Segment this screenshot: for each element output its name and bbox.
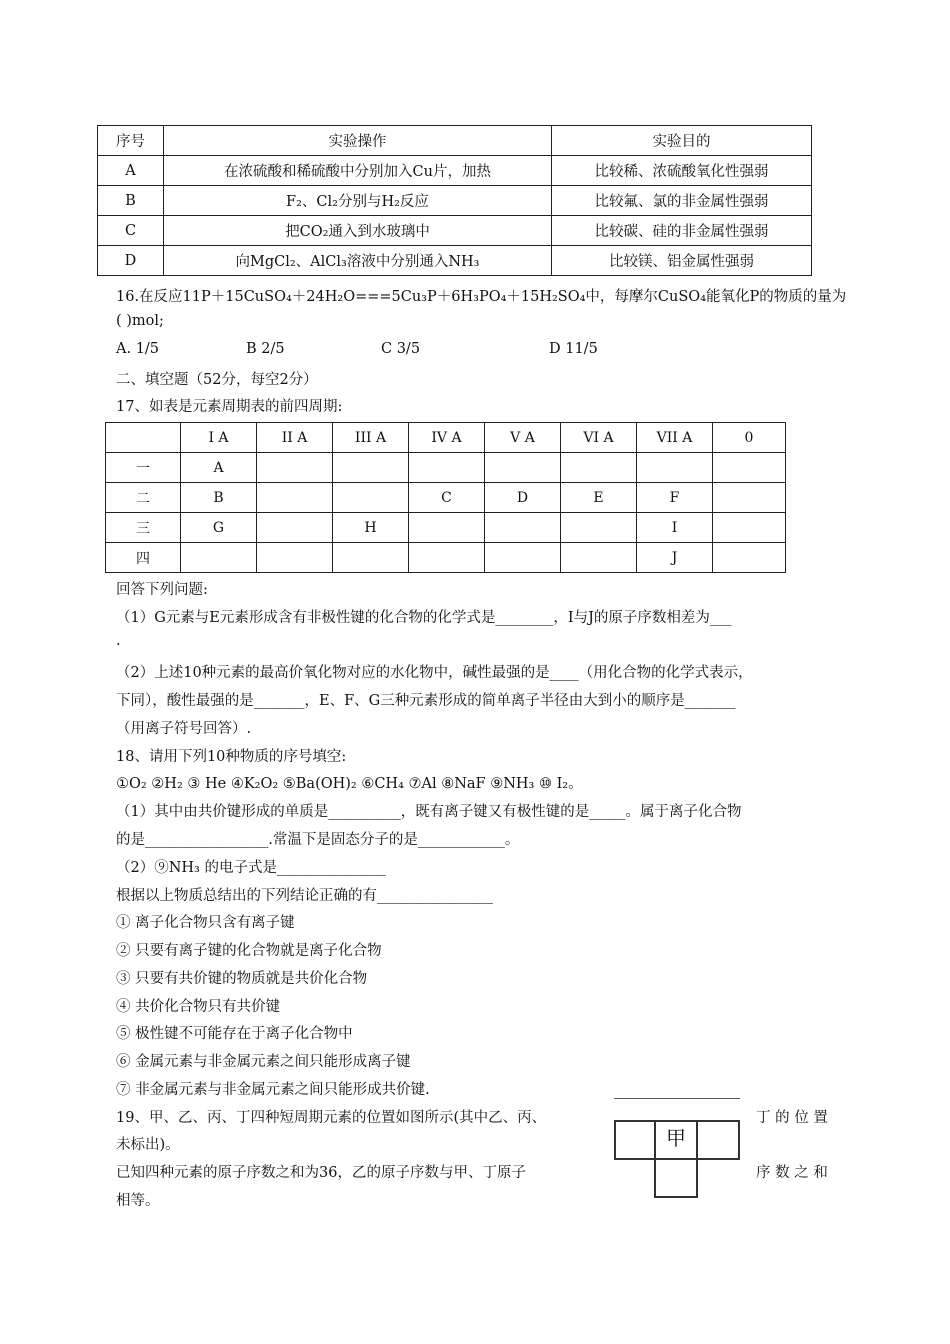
table-cell: I bbox=[637, 513, 713, 543]
table-cell bbox=[257, 543, 333, 573]
statement-item: ① 离子化合物只含有离子键 bbox=[116, 915, 295, 931]
table-cell bbox=[713, 453, 786, 483]
table-cell: F bbox=[637, 483, 713, 513]
table-cell: 比较氟、氯的非金属性强弱 bbox=[552, 186, 812, 216]
header-cell: II A bbox=[257, 423, 333, 453]
figure-cell-left bbox=[614, 1120, 656, 1160]
q16-option-d: D 11/5 bbox=[549, 341, 598, 357]
q16-blank: ( )mol; bbox=[116, 313, 164, 329]
table-cell bbox=[333, 483, 409, 513]
statement-item: ⑥ 金属元素与非金属元素之间只能形成离子键 bbox=[116, 1054, 411, 1070]
header-cell: I A bbox=[181, 423, 257, 453]
q17-part2-end: （用离子符号回答）. bbox=[116, 721, 252, 737]
table-cell bbox=[257, 513, 333, 543]
q16-option-b: B 2/5 bbox=[246, 341, 285, 357]
q17-part1: （1）G元素与E元素形成含有非极性键的化合物的化学式是________，I与J的原子序数相差为___ bbox=[116, 610, 732, 626]
header-cell: III A bbox=[333, 423, 409, 453]
q17-part1-end: . bbox=[116, 633, 121, 649]
q18-part1: （1）其中由共价键形成的单质是__________，既有离子键又有极性键的是_____。属于离子化合物 bbox=[116, 804, 742, 820]
statement-item: ② 只要有离子键的化合物就是离子化合物 bbox=[116, 943, 382, 959]
table-header-row bbox=[106, 423, 786, 453]
table-cell bbox=[561, 513, 637, 543]
table-cell bbox=[637, 453, 713, 483]
table-cell bbox=[333, 543, 409, 573]
q18-part1-cont: 的是_________________.常温下是固态分子的是____________。 bbox=[116, 832, 520, 848]
table-cell: B bbox=[181, 483, 257, 513]
figure-label-jia: 甲 bbox=[666, 1126, 686, 1150]
element-position-figure bbox=[614, 1098, 740, 1200]
q19-line2: 未标出)。 bbox=[116, 1137, 180, 1153]
table-cell: 比较镁、铝金属性强弱 bbox=[552, 246, 812, 276]
figure-top-line bbox=[614, 1098, 740, 1099]
q17-stem: 17、如表是元素周期表的前四周期: bbox=[116, 399, 343, 415]
table-cell: D bbox=[485, 483, 561, 513]
q18-part2: （2）⑨NH₃ 的电子式是_______________ bbox=[116, 860, 386, 876]
table-cell bbox=[561, 453, 637, 483]
header-cell: VII A bbox=[637, 423, 713, 453]
table-cell: A bbox=[181, 453, 257, 483]
table-row bbox=[106, 453, 786, 483]
q19-line1: 19、甲、乙、丙、丁四种短周期元素的位置如图所示(其中乙、丙、 bbox=[116, 1110, 547, 1126]
table-cell bbox=[181, 543, 257, 573]
table-cell: 三 bbox=[106, 513, 181, 543]
table-row bbox=[98, 246, 812, 276]
table-cell bbox=[485, 453, 561, 483]
header-cell: 实验操作 bbox=[164, 126, 552, 156]
table-cell: H bbox=[333, 513, 409, 543]
q17-part2-cont: 下同），酸性最强的是_______，E、F、G三种元素形成的简单离子半径由大到小的顺序是_______ bbox=[116, 693, 736, 709]
statement-item: ③ 只要有共价键的物质就是共价化合物 bbox=[116, 971, 368, 987]
table-cell: A bbox=[98, 156, 164, 186]
table-header-row bbox=[98, 126, 812, 156]
header-cell: 序号 bbox=[98, 126, 164, 156]
table-cell: 向MgCl₂、AlCl₃溶液中分别通入NH₃ bbox=[164, 246, 552, 276]
table-cell bbox=[409, 543, 485, 573]
figure-cell-right bbox=[696, 1120, 740, 1160]
q18-substances: ①O₂ ②H₂ ③ He ④K₂O₂ ⑤Ba(OH)₂ ⑥CH₄ ⑦Al ⑧NaF ⑨NH₃ ⑩ I₂。 bbox=[116, 776, 583, 792]
table-cell bbox=[561, 543, 637, 573]
header-cell bbox=[106, 423, 181, 453]
table-cell: C bbox=[409, 483, 485, 513]
table-row bbox=[98, 186, 812, 216]
q19-line3-right: 序 数 之 和 bbox=[756, 1165, 828, 1181]
figure-cell-bottom bbox=[654, 1158, 698, 1198]
periodic-table bbox=[105, 422, 786, 573]
q17-part2: （2）上述10种元素的最高价氧化物对应的水化物中，碱性最强的是____（用化合物的化学式表示， bbox=[116, 665, 753, 681]
q19-line4: 相等。 bbox=[116, 1193, 160, 1209]
table-row bbox=[106, 483, 786, 513]
q16-option-a: A. 1/5 bbox=[116, 341, 160, 357]
table-row bbox=[98, 156, 812, 186]
table-cell: 比较稀、浓硫酸氧化性强弱 bbox=[552, 156, 812, 186]
table-cell: 比较碳、硅的非金属性强弱 bbox=[552, 216, 812, 246]
header-cell: 实验目的 bbox=[552, 126, 812, 156]
table-cell bbox=[409, 513, 485, 543]
table-cell: J bbox=[637, 543, 713, 573]
experiment-table bbox=[97, 125, 812, 276]
table-cell: 把CO₂通入到水玻璃中 bbox=[164, 216, 552, 246]
table-cell: 一 bbox=[106, 453, 181, 483]
table-cell: B bbox=[98, 186, 164, 216]
table-cell bbox=[257, 483, 333, 513]
table-cell: 在浓硫酸和稀硫酸中分别加入Cu片，加热 bbox=[164, 156, 552, 186]
statement-item: ⑦ 非金属元素与非金属元素之间只能形成共价键. bbox=[116, 1082, 430, 1098]
statement-item: ④ 共价化合物只有共价键 bbox=[116, 999, 281, 1015]
table-cell bbox=[409, 453, 485, 483]
header-cell: V A bbox=[485, 423, 561, 453]
table-cell: F₂、Cl₂分别与H₂反应 bbox=[164, 186, 552, 216]
q19-line1-right: 丁 的 位 置 bbox=[756, 1110, 828, 1126]
statement-item: ⑤ 极性键不可能存在于离子化合物中 bbox=[116, 1026, 353, 1042]
table-cell: C bbox=[98, 216, 164, 246]
q18-conclusion: 根据以上物质总结出的下列结论正确的有________________ bbox=[116, 888, 493, 904]
q16-stem: 16.在反应11P＋15CuSO₄＋24H₂O===5Cu₃P＋6H₃PO₄＋15H₂SO₄中，每摩尔CuSO₄能氧化P的物质的量为 bbox=[116, 289, 847, 305]
header-cell: 0 bbox=[713, 423, 786, 453]
table-cell bbox=[257, 453, 333, 483]
table-row bbox=[106, 543, 786, 573]
table-cell: G bbox=[181, 513, 257, 543]
header-cell: VI A bbox=[561, 423, 637, 453]
table-cell bbox=[485, 543, 561, 573]
table-cell: 四 bbox=[106, 543, 181, 573]
q19-line3: 已知四种元素的原子序数之和为36，乙的原子序数与甲、丁原子 bbox=[116, 1165, 526, 1181]
table-cell bbox=[713, 543, 786, 573]
table-row bbox=[106, 513, 786, 543]
q18-stem: 18、请用下列10种物质的序号填空: bbox=[116, 749, 347, 765]
table-cell: E bbox=[561, 483, 637, 513]
table-cell bbox=[713, 483, 786, 513]
q17-answer-prompt: 回答下列问题: bbox=[116, 582, 208, 598]
table-cell bbox=[713, 513, 786, 543]
table-cell: D bbox=[98, 246, 164, 276]
section-title: 二、填空题（52分，每空2分） bbox=[116, 372, 318, 388]
q16-option-c: C 3/5 bbox=[381, 341, 421, 357]
header-cell: IV A bbox=[409, 423, 485, 453]
table-cell bbox=[485, 513, 561, 543]
table-cell bbox=[333, 453, 409, 483]
table-cell: 二 bbox=[106, 483, 181, 513]
table-row bbox=[98, 216, 812, 246]
